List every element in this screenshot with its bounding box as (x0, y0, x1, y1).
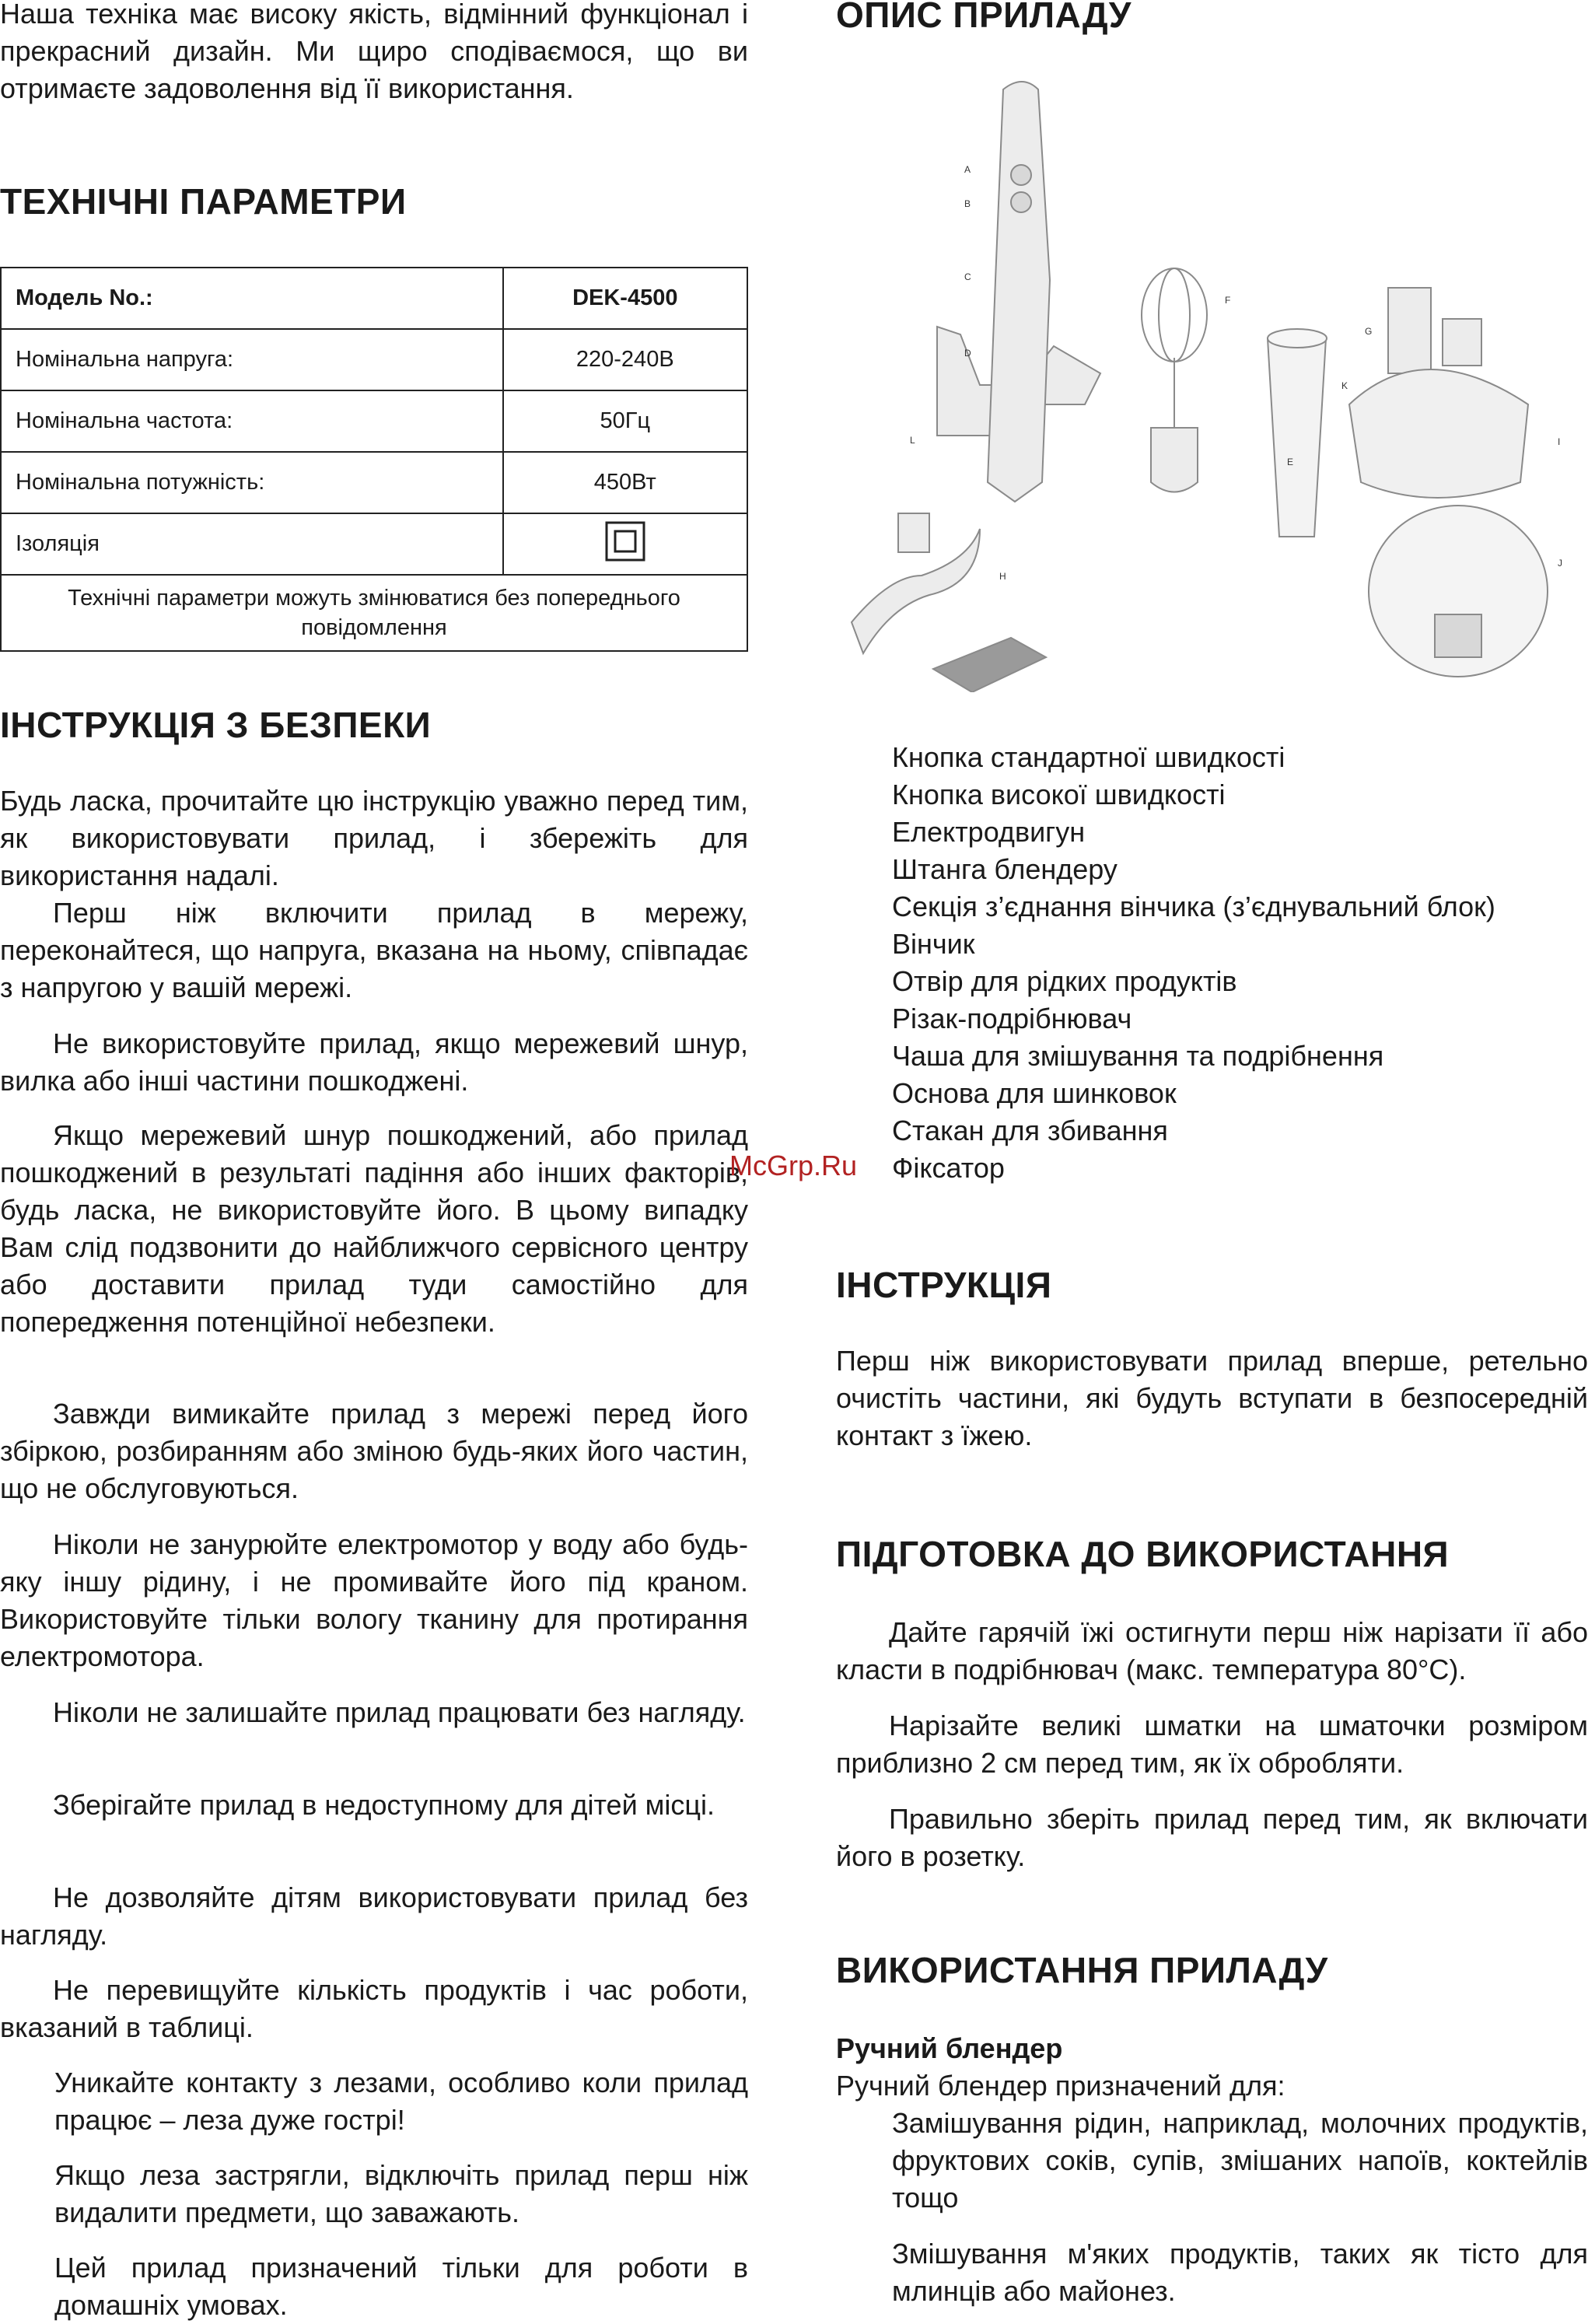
spec-label: Номінальна напруга: (1, 329, 503, 390)
list-item: Секція з’єднання вінчика (з’єднувальний блок) (892, 891, 1495, 922)
usage-intro: Ручний блендер призначений для: (836, 2070, 1285, 2102)
callout-c: C (964, 271, 971, 282)
usage-heading: ВИКОРИСТАННЯ ПРИЛАДУ (836, 1950, 1328, 1990)
safety-p3: Не використовуйте прилад, якщо мережевий шнур, вилка або інші частини пошкоджені. (0, 1027, 748, 1097)
list-item: Різак-подрібнювач (892, 1003, 1132, 1034)
callout-j: J (1558, 558, 1562, 569)
spec-label: Номінальна частота: (1, 390, 503, 452)
instruction-p1: Перш ніж використовувати прилад вперше, ретельно очистіть частини, які будуть вступати в безпосередній контакт з їжею. (836, 1345, 1588, 1451)
double-insulation-icon (605, 521, 645, 562)
list-item: Фіксатор (892, 1152, 1005, 1184)
feed-tube (1388, 288, 1431, 373)
list-item: Вінчик (892, 928, 975, 960)
intro-paragraph: Наша техніка має високу якість, відмінний функціонал і прекрасний дизайн. Ми щиро сподіваємося, що ви отримаєте задоволення від її використання. (0, 0, 748, 104)
list-item: Отвір для рідких продуктів (892, 965, 1237, 997)
callout-l: L (910, 435, 915, 446)
tech-heading: ТЕХНІЧНІ ПАРАМЕТРИ (0, 181, 407, 222)
list-item: Основа для шинковок (892, 1077, 1177, 1109)
spec-note: Технічні параметри можуть змінюватися без попереднього повідомлення (1, 575, 747, 651)
safety-p10: Не перевищуйте кількість продуктів і час роботи, вказаний в таблиці. (0, 1974, 748, 2043)
spec-table (0, 267, 748, 652)
spec-label: Ізоляція (1, 513, 503, 575)
spec-value: 450Вт (503, 452, 747, 513)
safety-p12: Якщо леза застрягли, відключіть прилад перш ніж видалити предмети, що заважають. (54, 2159, 748, 2228)
instruction-heading: ІНСТРУКЦІЯ (836, 1265, 1052, 1305)
whisk-coupler (1151, 428, 1198, 492)
usage-subheading: Ручний блендер (836, 2032, 1063, 2064)
spec-value (503, 513, 747, 575)
safety-p13: Цей прилад призначений тільки для роботи в домашніх умовах. (54, 2252, 748, 2321)
preparation-p3: Правильно зберіть прилад перед тим, як включати його в розетку. (836, 1803, 1588, 1872)
safety-p9: Не дозволяйте дітям використовувати прилад без нагляду. (0, 1881, 748, 1951)
list-item: Чаша для змішування та подрібнення (892, 1040, 1384, 1072)
watermark: McGrp.Ru (729, 1150, 858, 1181)
safety-p11: Уникайте контакту з лезами, особливо коли прилад працює – леза дуже гострі! (54, 2067, 748, 2136)
button-a-icon (1011, 165, 1031, 185)
safety-p7: Ніколи не залишайте прилад працювати без нагляду. (53, 1696, 746, 1728)
spec-label: Номінальна потужність: (1, 452, 503, 513)
usage-item-1: Замішування рідин, наприклад, молочних продуктів, фруктових соків, супів, змішаних напоїв, коктейлів тощо (892, 2107, 1588, 2214)
beaker (1268, 338, 1326, 537)
preparation-p2: Нарізайте великі шматки на шматочки розміром приблизно 2 см перед тим, як їх обробляти. (836, 1710, 1588, 1779)
safety-p8: Зберігайте прилад в недоступному для дітей місці. (53, 1789, 715, 1821)
preparation-heading: ПІДГОТОВКА ДО ВИКОРИСТАННЯ (836, 1534, 1450, 1574)
list-item: Електродвигун (892, 816, 1086, 848)
list-item: Стакан для збивання (892, 1115, 1168, 1146)
spec-value: 220-240В (503, 329, 747, 390)
safety-p2: Перш ніж включити прилад в мережу, переконайтеся, що напруга, вказана на ньому, співпадає з напругою у вашій мережі. (0, 897, 748, 1003)
table-row (1, 390, 747, 452)
table-row (1, 268, 747, 329)
blender-handle (988, 82, 1050, 502)
spec-value: 50Гц (503, 390, 747, 452)
description-heading: ОПИС ПРИЛАДУ (836, 0, 1132, 35)
safety-p6: Ніколи не занурюйте електромотор у воду або будь-яку іншу рідину, і не промивайте його під краном. Використовуйте тільки вологу тканину для протирання електромотора. (0, 1528, 748, 1672)
callout-f: F (1225, 295, 1231, 306)
list-item: Кнопка високої швидкості (892, 779, 1226, 810)
parts-list (892, 739, 1495, 1187)
spec-value: DEK-4500 (503, 268, 747, 329)
chopper-bowl (1349, 369, 1528, 498)
callout-g: G (1365, 326, 1373, 337)
list-item: Кнопка стандартної швидкості (892, 741, 1285, 773)
spec-label: Модель No.: (1, 268, 503, 329)
usage-item-2: Змішування м'яких продуктів, таких як тісто для млинців або майонез. (892, 2238, 1588, 2307)
callout-e: E (1287, 457, 1294, 467)
table-row (1, 513, 747, 575)
chopper-blade-hub (898, 513, 929, 552)
preparation-p1: Дайте гарячій їжі остигнути перш ніж нарізати її або класти в подрібнювач (макс. температура 80°С). (836, 1616, 1588, 1685)
callout-k: K (1341, 380, 1348, 391)
list-item: Штанга блендеру (892, 853, 1118, 885)
table-row (1, 452, 747, 513)
button-b-icon (1011, 192, 1031, 212)
blender-parts-illustration (844, 78, 1588, 692)
callout-a: A (964, 164, 971, 175)
callout-b: B (964, 198, 971, 209)
grater-plate (933, 638, 1046, 692)
table-row (1, 575, 747, 651)
callout-d: D (964, 348, 971, 359)
safety-p1: Будь ласка, прочитайте цю інструкцію уважно перед тим, як використовувати прилад, і збережіть для використання надалі. (0, 785, 748, 891)
safety-heading: ІНСТРУКЦІЯ З БЕЗПЕКИ (0, 705, 432, 745)
callout-h: H (999, 571, 1006, 582)
table-row (1, 329, 747, 390)
safety-p5: Завжди вимикайте прилад з мережі перед його збіркою, розбиранням або зміною будь-яких його частин, що не обслуговуються. (0, 1398, 748, 1504)
safety-p4: Якщо мережевий шнур пошкоджений, або прилад пошкоджений в результаті падіння або інших факторів, будь ласка, не використовуйте його. В цьому випадку Вам слід подзвонити до найближчого сервісного центру або доставити прилад туди самостійно для попередження потенційної небезпеки. (0, 1119, 748, 1338)
callout-i: I (1558, 436, 1561, 447)
lid-nozzle (1443, 319, 1481, 366)
